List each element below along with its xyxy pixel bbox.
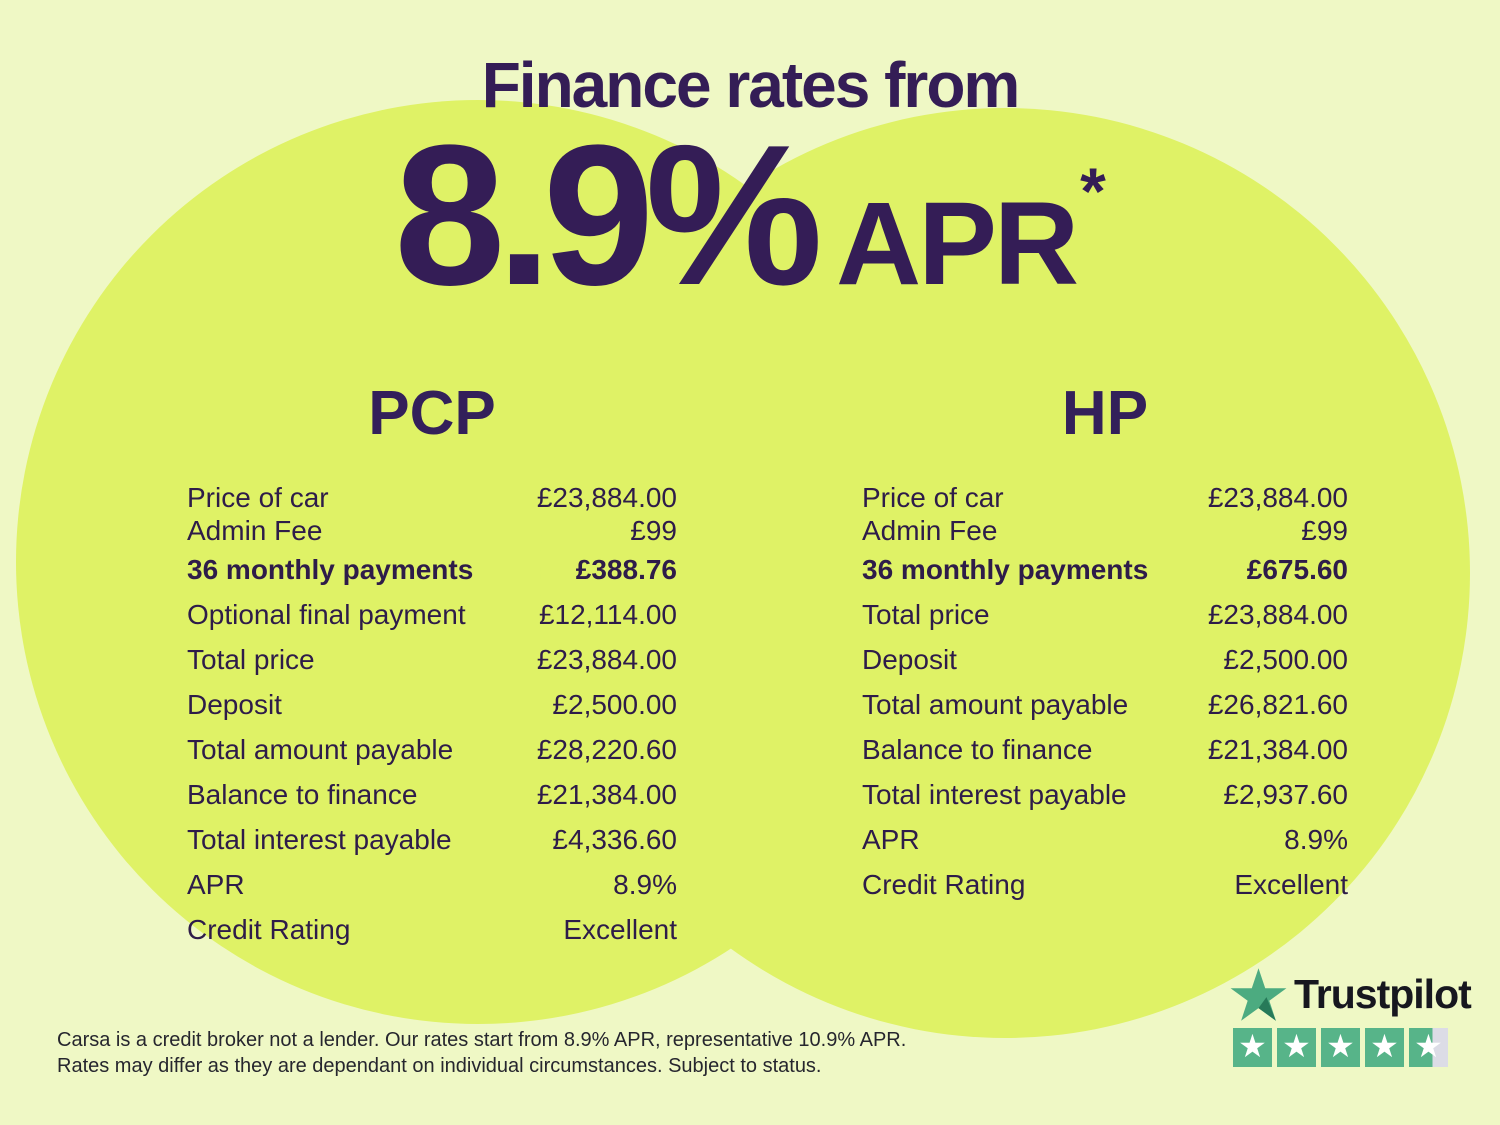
rating-star-icon: ★ <box>1233 1028 1272 1067</box>
row-label: Admin Fee <box>187 514 323 546</box>
table-row <box>187 817 677 862</box>
row-label: Total amount payable <box>862 688 1129 720</box>
row-label: Price of car <box>187 481 329 513</box>
table-row <box>187 481 677 514</box>
page-title: Finance rates from <box>481 49 1019 121</box>
row-label: Admin Fee <box>862 514 998 546</box>
table-row <box>187 772 677 817</box>
table-row <box>187 862 677 907</box>
row-label: APR <box>862 823 920 855</box>
table-row <box>187 907 677 952</box>
table-row <box>862 481 1348 514</box>
table-row <box>187 547 677 592</box>
row-label: APR <box>187 868 245 900</box>
table-row <box>187 592 677 637</box>
row-value: £12,114.00 <box>538 598 677 630</box>
rate-suffix: APR <box>836 178 1077 310</box>
table-row <box>862 637 1348 682</box>
row-value: £21,384.00 <box>536 778 677 810</box>
row-value: £23,884.00 <box>1207 598 1348 630</box>
row-value: £23,884.00 <box>536 643 677 675</box>
hp-title: HP <box>1061 379 1149 448</box>
table-row <box>862 772 1348 817</box>
row-value: £2,937.60 <box>1223 778 1348 810</box>
row-label: Total price <box>187 643 315 675</box>
trustpilot-star-icon <box>1230 966 1287 1023</box>
table-row <box>862 514 1348 547</box>
table-row <box>862 682 1348 727</box>
row-value: £28,220.60 <box>536 733 677 765</box>
row-label: Deposit <box>862 643 957 675</box>
rating-half-star-icon: ★ <box>1409 1028 1448 1067</box>
row-label: Optional final payment <box>187 598 466 630</box>
row-value: £26,821.60 <box>1207 688 1348 720</box>
table-row <box>862 817 1348 862</box>
legal-disclaimer <box>57 1027 906 1079</box>
trustpilot-wordmark: Trustpilot <box>1294 971 1471 1017</box>
row-label: Balance to finance <box>187 778 418 810</box>
row-value: £388.76 <box>575 553 677 585</box>
hp-section <box>862 379 1348 907</box>
hp-table <box>862 481 1348 907</box>
pcp-table <box>187 481 677 952</box>
rate-value: 8.9% <box>394 104 815 327</box>
row-value: £2,500.00 <box>552 688 677 720</box>
rating-star-icon: ★ <box>1321 1028 1360 1067</box>
pcp-section <box>187 379 677 952</box>
trustpilot-logo <box>1230 966 1471 1023</box>
table-row <box>862 547 1348 592</box>
trustpilot-widget <box>1230 966 1471 1067</box>
pcp-title: PCP <box>368 379 496 448</box>
headline-rate <box>0 104 1500 327</box>
row-label: Total amount payable <box>187 733 454 765</box>
rate-asterisk: * <box>1080 154 1106 228</box>
row-value: 8.9% <box>613 868 677 900</box>
row-label: 36 monthly payments <box>862 553 1149 585</box>
table-row <box>187 727 677 772</box>
trustpilot-rating-stars <box>1233 1028 1471 1067</box>
disclaimer-line-2: Rates may differ as they are dependant on individual circumstances. Subject to status. <box>57 1055 822 1077</box>
row-value: £99 <box>630 514 677 546</box>
table-row <box>862 862 1348 907</box>
row-label: Total price <box>862 598 990 630</box>
row-label: Total interest payable <box>862 778 1127 810</box>
table-row <box>187 514 677 547</box>
row-label: Balance to finance <box>862 733 1093 765</box>
row-label: Price of car <box>862 481 1004 513</box>
table-row <box>862 727 1348 772</box>
rating-star-icon: ★ <box>1365 1028 1404 1067</box>
table-row <box>187 682 677 727</box>
table-row <box>187 637 677 682</box>
row-value: £675.60 <box>1246 553 1348 585</box>
row-label: Credit Rating <box>187 913 351 945</box>
row-label: Credit Rating <box>862 868 1026 900</box>
row-value: 8.9% <box>1284 823 1348 855</box>
row-value: Excellent <box>563 913 677 945</box>
row-value: £99 <box>1301 514 1348 546</box>
row-label: Deposit <box>187 688 282 720</box>
row-label: Total interest payable <box>187 823 452 855</box>
row-value: Excellent <box>1234 868 1348 900</box>
row-value: £23,884.00 <box>1207 481 1348 513</box>
rating-star-icon: ★ <box>1277 1028 1316 1067</box>
row-value: £21,384.00 <box>1207 733 1348 765</box>
row-label: 36 monthly payments <box>187 553 474 585</box>
row-value: £2,500.00 <box>1223 643 1348 675</box>
table-row <box>862 592 1348 637</box>
disclaimer-line-1: Carsa is a credit broker not a lender. Our rates start from 8.9% APR, representative 10.9% APR. <box>57 1029 907 1051</box>
row-value: £23,884.00 <box>536 481 677 513</box>
row-value: £4,336.60 <box>552 823 677 855</box>
